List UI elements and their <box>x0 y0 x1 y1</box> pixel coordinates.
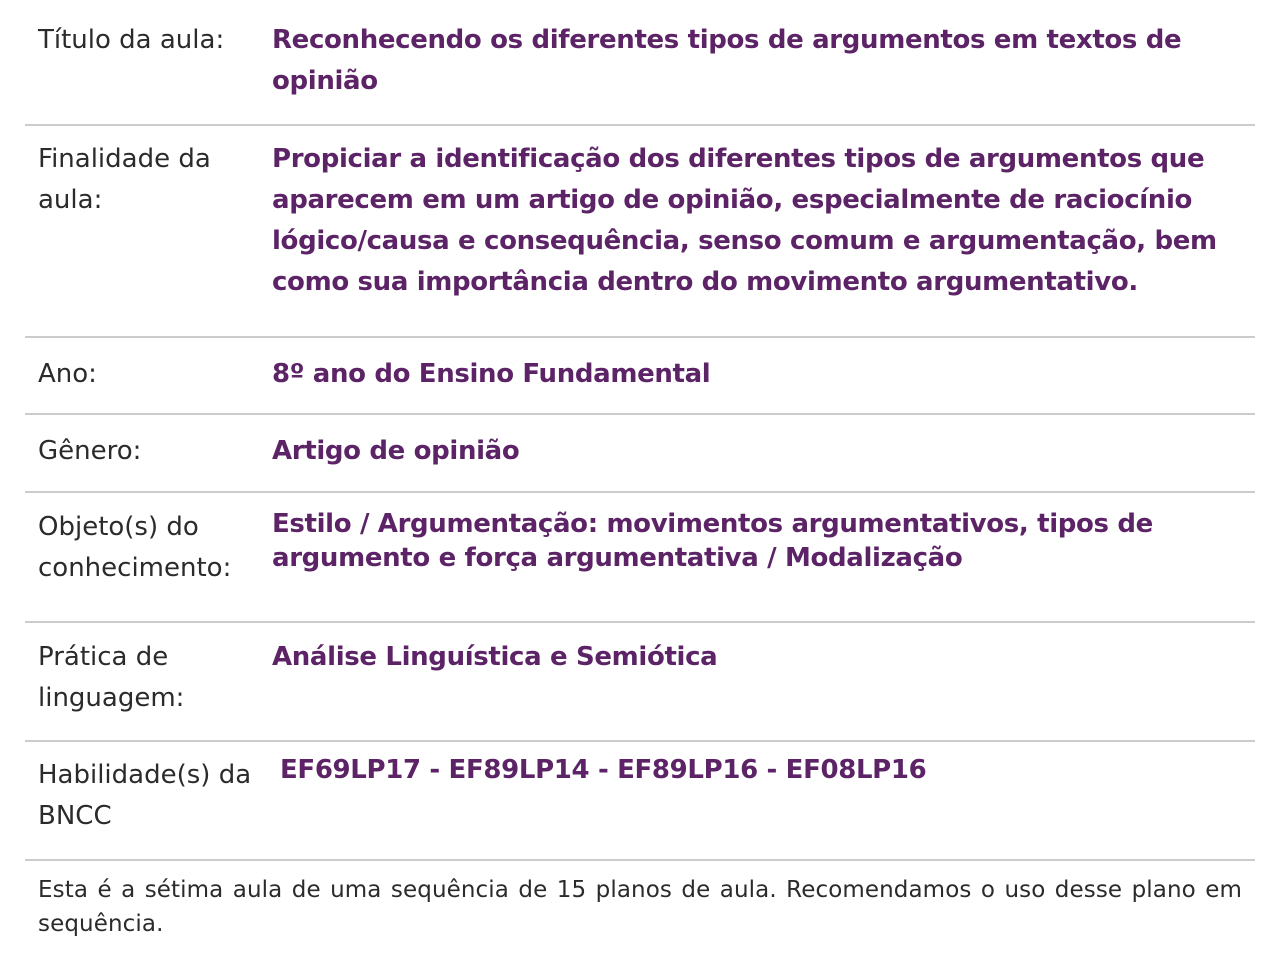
row-label-genero: Gênero: <box>38 436 142 466</box>
row-label-pratica: Prática de linguagem: <box>38 642 185 713</box>
row-value-habilidades: EF69LP17 - EF89LP14 - EF89LP16 - EF08LP16 <box>280 755 927 785</box>
row-titulo <box>25 0 1255 126</box>
row-label-titulo: Título da aula: <box>38 25 225 55</box>
row-label-ano: Ano: <box>38 359 97 389</box>
row-label-finalidade: Finalidade da aula: <box>38 144 211 215</box>
row-finalidade <box>25 126 1255 338</box>
row-ano <box>25 338 1255 415</box>
row-value-ano: 8º ano do Ensino Fundamental <box>272 359 711 389</box>
row-value-titulo: Reconhecendo os diferentes tipos de argumentos em textos de opinião <box>272 25 1182 96</box>
row-value-finalidade: Propiciar a identificação dos diferentes tipos de argumentos que aparecem em um artigo de opinião, especialmente de raciocínio lógico/causa e consequência, senso comum e argumentação, bem como sua importância dentro do movimento argumentativo. <box>272 144 1217 297</box>
row-value-pratica: Análise Linguística e Semiótica <box>272 642 718 672</box>
row-value-objeto: Estilo / Argumentação: movimentos argumentativos, tipos de argumento e força argumentativa / Modalização <box>272 509 1153 573</box>
row-habilidades <box>25 742 1255 861</box>
row-label-objeto: Objeto(s) do conhecimento: <box>38 512 232 583</box>
row-label-habilidades: Habilidade(s) da BNCC <box>38 760 252 831</box>
row-pratica <box>25 623 1255 742</box>
sequence-note: Esta é a sétima aula de uma sequência de 15 planos de aula. Recomendamos o uso desse plano em sequência. <box>38 877 1242 937</box>
row-value-genero: Artigo de opinião <box>272 436 520 466</box>
lesson-info-table <box>25 0 1255 941</box>
row-genero <box>25 415 1255 493</box>
row-objeto <box>25 493 1255 623</box>
